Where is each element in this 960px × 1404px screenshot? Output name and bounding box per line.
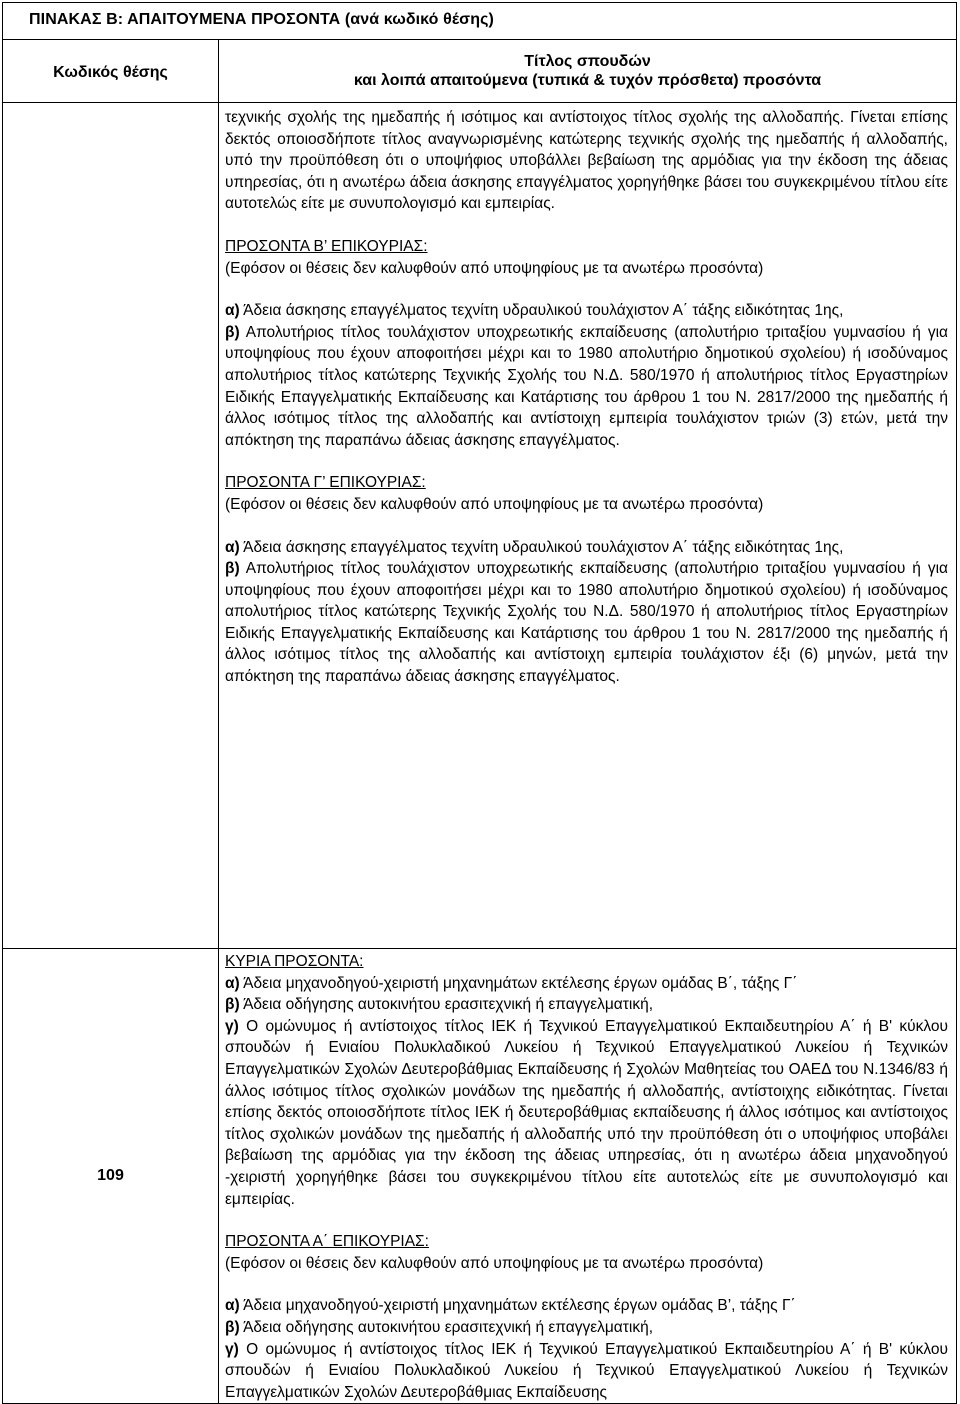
row2-m-a-text: Άδεια μηχανοδηγού-χειριστή μηχανημάτων εκτέλεσης έργων ομάδας Β΄, τάξης Γ΄	[239, 974, 798, 992]
row1-content	[219, 103, 957, 949]
table-title-cell	[3, 3, 957, 40]
row1-b-b-label: β)	[225, 323, 240, 341]
row2-m-a-label: α)	[225, 974, 240, 992]
row1-b-item-b	[225, 322, 948, 452]
row1-c-heading: ΠΡΟΣΟΝΤΑ Γ’ ΕΠΙΚΟΥΡΙΑΣ:	[225, 474, 426, 492]
header-code-label: Κωδικός θέσης	[53, 64, 168, 81]
header-code	[3, 40, 219, 103]
row1-c-b-text: Απολυτήριος τίτλος τουλάχιστον υποχρεωτικής εκπαίδευσης (απολυτήριο τριταξίου γυμνασίου ή για υποψηφίους που έχουν αποφοιτήσει μέχρι και το 1980 απολυτήριο δημοτικού σχολείου) ή ισοδύναμος απολυτήριος τίτλος κατώτερης Τεχνικής Σχολής του Ν.Δ. 580/1970 ή απολυτήριος τίτλος Εργαστηρίων Ειδικής Επαγγελματικής Εκπαίδευσης και Κατάρτισης του άρθρου 1 του Ν. 2817/2000 της ημεδαπής ή άλλος ισότιμος τίτλος της αλλοδαπής και αντίστοιχη εμπειρία τουλάχιστον έξι (6) μηνών, μετά την απόκτηση της παραπάνω άδειας άσκησης επαγγέλματος.	[225, 560, 948, 686]
table-title: ΠΙΝΑΚΑΣ Β: ΑΠΑΙΤΟΥΜΕΝΑ ΠΡΟΣΟΝΤΑ (ανά κωδικό θέσης)	[29, 11, 494, 28]
header-titles-line2: και λοιπά απαιτούμενα (τυπικά & τυχόν πρόσθετα) προσόντα	[353, 72, 822, 89]
row2-code: 109	[97, 1167, 124, 1185]
row1-intro: τεχνικής σχολής της ημεδαπής ή ισότιμος και αντίστοιχος τίτλος σχολής της αλλοδαπής. Γίνεται επίσης δεκτός οποιοσδήποτε τίτλος αναγνωρισμένης κατώτερης τεχνικής σχολής της ημεδαπής ή αλλοδαπής, υπό την προϋπόθεση ότι ο υποψήφιος υποβάλλει βεβαίωση της αρμόδιας για την έκδοση της άδειας υπηρεσίας, ότι η ανωτέρω άδεια άσκησης επαγγέλματος χορηγήθηκε βάσει του συγκεκριμένου τίτλου είτε αυτοτελώς είτε με συνυπολογισμό και εμπειρίας.	[225, 109, 948, 213]
row1-b-condition: (Εφόσον οι θέσεις δεν καλυφθούν από υποψηφίους με τα ανωτέρω προσόντα)	[225, 259, 764, 277]
title-row	[3, 3, 957, 40]
table-row	[3, 103, 957, 949]
row1-c-b-label: β)	[225, 560, 240, 578]
row2-m-b-text: Άδεια οδήγησης αυτοκινήτου ερασιτεχνική ή επαγγελματική,	[239, 996, 654, 1014]
row2-a-condition: (Εφόσον οι θέσεις δεν καλυφθούν από υποψηφίους με τα ανωτέρω προσόντα)	[225, 1254, 764, 1272]
row2-a-c-text: Ο ομώνυμος ή αντίστοιχος τίτλος ΙΕΚ ή Τεχνικού Επαγγελματικού Εκπαιδευτηρίου Α΄ ή Β' κύκλου σπουδών ή Ενιαίου Πολυκλαδικού Λυκείου ή Τεχνικού Επαγγελματικού Λυκείου ή Τεχνικών Επαγγελματικών Σχολών Δευτεροβάθμιας Εκπαίδευσης	[225, 1340, 948, 1401]
row1-b-a-text: Άδεια άσκησης επαγγέλματος τεχνίτη υδραυλικού τουλάχιστον Α΄ τάξης ειδικότητας 1ης,	[239, 302, 844, 320]
row1-b-item-a	[225, 300, 948, 322]
row1-b-a-label: α)	[225, 302, 240, 320]
row2-a-b-text: Άδεια οδήγησης αυτοκινήτου ερασιτεχνική ή επαγγελματική,	[239, 1318, 654, 1336]
row2-m-item-c	[225, 1016, 948, 1210]
row2-code-cell	[3, 949, 219, 1404]
row2-m-item-b	[225, 994, 948, 1016]
row2-a-item-c	[225, 1339, 948, 1404]
row2-a-item-b	[225, 1317, 948, 1339]
row2-a-c-label: γ)	[225, 1340, 239, 1358]
row1-c-item-b	[225, 558, 948, 688]
row2-content	[219, 949, 957, 1404]
row2-a-b-label: β)	[225, 1318, 240, 1336]
row2-m-c-label: γ)	[225, 1017, 239, 1035]
row2-m-item-a	[225, 973, 948, 995]
row2-m-c-text: Ο ομώνυμος ή αντίστοιχος τίτλος ΙΕΚ ή Τεχνικού Επαγγελματικού Εκπαιδευτηρίου Α΄ ή Β' κύκλου σπουδών ή Ενιαίου Πολυκλαδικού Λυκείου ή Τεχνικού Επαγγελματικού Λυκείου ή Τεχνικών Επαγγελματικών Σχολών Δευτεροβάθμιας Εκπαίδευσης ή Σχολών Μαθητείας του ΟΑΕΔ του Ν.1346/83 ή άλλος ισότιμος τίτλος σχολικών μονάδων της ημεδαπής ή αλλοδαπής, αντίστοιχης ειδικότητας. Γίνεται επίσης δεκτός οποιοσδήποτε τίτλος ΙΕΚ ή δευτεροβάθμιας εκπαίδευσης ή άλλος ισότιμος και αντίστοιχος τίτλος σχολικών μονάδων της ημεδαπής ή αλλοδαπής υπό την προϋπόθεση ότι ο υποψήφιος υποβάλει βεβαίωση της αρμόδιας για την έκδοση της άδειας υπηρεσίας, ότι η ανωτέρω άδεια μηχανοδηγού -χειριστή χορηγήθηκε βάσει του συγκεκριμένου τίτλου είτε αυτοτελώς είτε με συνυπολογισμό και εμπειρίας.	[225, 1017, 948, 1208]
row1-c-a-label: α)	[225, 538, 240, 556]
row2-a-a-text: Άδεια μηχανοδηγού-χειριστή μηχανημάτων εκτέλεσης έργων ομάδας Β’, τάξης Γ΄	[239, 1297, 796, 1315]
row1-c-condition: (Εφόσον οι θέσεις δεν καλυφθούν από υποψηφίους με τα ανωτέρω προσόντα)	[225, 495, 764, 513]
table-row	[3, 949, 957, 1404]
row1-c-item-a	[225, 537, 948, 559]
header-row	[3, 40, 957, 103]
row1-b-heading: ΠΡΟΣΟΝΤΑ Β’ ΕΠΙΚΟΥΡΙΑΣ:	[225, 237, 428, 255]
header-titles	[219, 40, 957, 103]
row2-a-item-a	[225, 1295, 948, 1317]
row2-a-heading: ΠΡΟΣΟΝΤΑ Α΄ ΕΠΙΚΟΥΡΙΑΣ:	[225, 1233, 429, 1251]
row2-main-heading: ΚΥΡΙΑ ΠΡΟΣΟΝΤΑ:	[225, 953, 364, 970]
row1-c-a-text: Άδεια άσκησης επαγγέλματος τεχνίτη υδραυλικού τουλάχιστον Α΄ τάξης ειδικότητας 1ης,	[239, 538, 844, 556]
row1-b-b-text: Απολυτήριος τίτλος τουλάχιστον υποχρεωτικής εκπαίδευσης (απολυτήριο τριταξίου γυμνασίου ή για υποψηφίους που έχουν αποφοιτήσει μέχρι και το 1980 απολυτήριο δημοτικού σχολείου) ή ισοδύναμος απολυτήριος τίτλος κατώτερης Τεχνικής Σχολής του Ν.Δ. 580/1970 ή απολυτήριος τίτλος Εργαστηρίων Ειδικής Επαγγελματικής Εκπαίδευσης και Κατάρτισης του άρθρου 1 του Ν. 2817/2000 της ημεδαπής ή άλλος ισότιμος τίτλος της αλλοδαπής και αντίστοιχη εμπειρία τουλάχιστον τριών (3) ετών, μετά την απόκτηση της παραπάνω άδειας άσκησης επαγγέλματος.	[225, 323, 948, 449]
requirements-table	[2, 2, 957, 1404]
header-titles-line1: Τίτλος σπουδών	[524, 53, 651, 70]
row2-m-b-label: β)	[225, 996, 240, 1014]
row1-code-cell	[3, 103, 219, 949]
row2-a-a-label: α)	[225, 1297, 240, 1315]
